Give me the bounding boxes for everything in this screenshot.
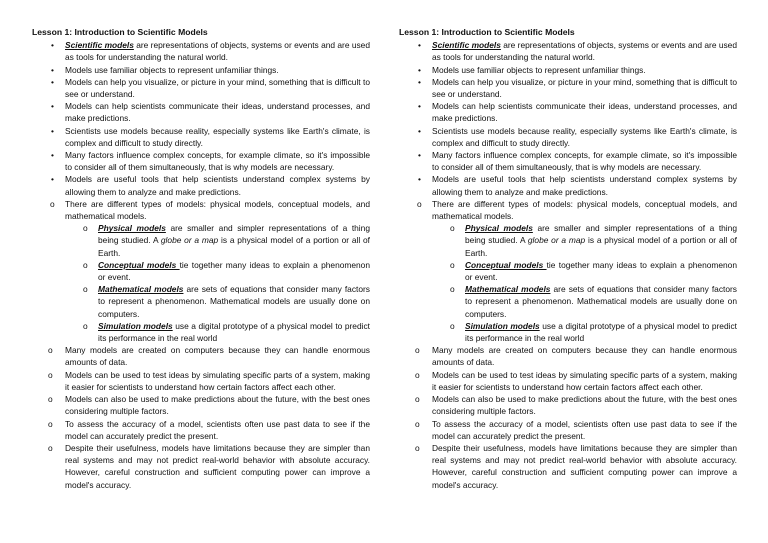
list-item bbox=[399, 64, 737, 76]
list-item bbox=[32, 39, 370, 63]
item-text: are representations of objects, systems or events and are used as tools for understanding the natural world. bbox=[65, 40, 370, 63]
item-text: use a digital prototype of a physical model to predict its performance in the real world bbox=[465, 320, 737, 344]
key-term: Physical models bbox=[465, 223, 533, 234]
list-item bbox=[32, 369, 370, 393]
list-item bbox=[32, 64, 370, 76]
item-text: are sets of equations that consider many factors to represent a phenomenon. Mathematical models are usually done on computers. bbox=[465, 284, 737, 319]
item-text: are representations of objects, systems or events and are used as tools for understanding the natural world. bbox=[432, 40, 737, 63]
key-term: Conceptual models bbox=[465, 259, 547, 270]
item-text: Models can help scientists communicate their ideas, understand processes, and make predictions. bbox=[65, 101, 370, 124]
key-term: Mathematical models bbox=[465, 284, 551, 295]
list-item bbox=[32, 320, 370, 344]
key-term: Mathematical models bbox=[98, 284, 184, 295]
list-item bbox=[32, 344, 370, 368]
item-text: Models can be used to test ideas by simulating specific parts of a system, making it easier for scientists to understand how certain factors affect each other. bbox=[65, 369, 370, 392]
list-item bbox=[399, 442, 737, 491]
item-text: tie together many ideas to explain a phenomenon or event. bbox=[465, 259, 737, 283]
list-item bbox=[399, 39, 737, 63]
item-text: Models can help scientists communicate their ideas, understand processes, and make predictions. bbox=[432, 101, 737, 124]
item-text: tie together many ideas to explain a phenomenon or event. bbox=[98, 259, 370, 283]
item-text: Many factors influence complex concepts, for example climate, so it's impossible to consider all of them simultaneously, that is why models are necessary. bbox=[65, 150, 370, 173]
list-item bbox=[32, 76, 370, 100]
emphasis-text: globe or a map bbox=[527, 235, 586, 246]
item-text: Despite their usefulness, models have limitations because they are simpler than real systems and may not predict real-world behavior with absolute accuracy. However, careful construction and sufficient computing power can improve a model's accuracy. bbox=[65, 442, 370, 490]
item-text: Many models are created on computers because they can handle enormous amounts of data. bbox=[432, 345, 737, 368]
list-item bbox=[32, 418, 370, 442]
item-text: are smaller and simpler representations of a thing being studied. A bbox=[98, 223, 370, 246]
item-text: Many factors influence complex concepts, for example climate, so it's impossible to consider all of them simultaneously, that is why models are necessary. bbox=[432, 150, 737, 173]
list-item bbox=[399, 369, 737, 393]
item-text: There are different types of models: physical models, conceptual models, and mathematical models. bbox=[432, 198, 737, 222]
item-text: Models can also be used to make predictions about the future, with the best ones considering multiple factors. bbox=[65, 394, 370, 417]
item-text: There are different types of models: physical models, conceptual models, and mathematical models. bbox=[65, 198, 370, 222]
notes-list bbox=[32, 39, 370, 491]
lesson-title: Lesson 1: Introduction to Scientific Models bbox=[32, 27, 208, 37]
item-text: To assess the accuracy of a model, scientists often use past data to see if the model can accurately predict the present. bbox=[65, 418, 370, 441]
list-item bbox=[32, 125, 370, 149]
left-column bbox=[32, 26, 370, 491]
item-text: Models can help you visualize, or picture in your mind, something that is difficult to see or understand. bbox=[65, 76, 370, 100]
list-item bbox=[399, 320, 737, 344]
emphasis-text: globe or a map bbox=[160, 235, 219, 246]
item-text: Scientists use models because reality, especially systems like Earth's climate, is complex and difficult to study directly. bbox=[432, 125, 737, 148]
list-item bbox=[32, 283, 370, 320]
key-term: Physical models bbox=[98, 223, 166, 234]
list-item bbox=[399, 393, 737, 417]
key-term: Simulation models bbox=[98, 320, 173, 331]
list-item bbox=[32, 198, 370, 222]
list-item bbox=[32, 442, 370, 491]
item-text: Models are useful tools that help scientists understand complex systems by allowing them to analyze and make predictions. bbox=[65, 174, 370, 197]
list-item bbox=[32, 149, 370, 173]
list-item bbox=[399, 283, 737, 320]
item-text: Despite their usefulness, models have limitations because they are simpler than real systems and may not predict real-world behavior with absolute accuracy. However, careful construction and sufficient computing power can improve a model's accuracy. bbox=[432, 442, 737, 490]
list-item bbox=[399, 259, 737, 283]
item-text: Scientists use models because reality, especially systems like Earth's climate, is complex and difficult to study directly. bbox=[65, 125, 370, 148]
right-column bbox=[399, 26, 737, 491]
item-text: Many models are created on computers because they can handle enormous amounts of data. bbox=[65, 345, 370, 368]
list-item bbox=[399, 100, 737, 124]
item-text: is a physical model of a portion or all of Earth. bbox=[465, 235, 738, 258]
item-text: Models use familiar objects to represent unfamiliar things. bbox=[432, 64, 646, 75]
item-text: are sets of equations that consider many factors to represent a phenomenon. Mathematical models are usually done on computers. bbox=[98, 284, 370, 319]
item-text: To assess the accuracy of a model, scientists often use past data to see if the model can accurately predict the present. bbox=[432, 418, 737, 441]
list-item bbox=[399, 418, 737, 442]
notes-list bbox=[399, 39, 737, 491]
list-item bbox=[399, 173, 737, 197]
lesson-title: Lesson 1: Introduction to Scientific Models bbox=[399, 27, 575, 37]
item-text: Models can also be used to make predictions about the future, with the best ones considering multiple factors. bbox=[432, 394, 737, 417]
item-text: use a digital prototype of a physical model to predict its performance in the real world bbox=[98, 320, 370, 344]
item-text: Models can be used to test ideas by simulating specific parts of a system, making it easier for scientists to understand how certain factors affect each other. bbox=[432, 369, 737, 392]
key-term: Scientific models bbox=[432, 40, 501, 51]
item-text: is a physical model of a portion or all of Earth. bbox=[98, 235, 371, 258]
list-item bbox=[399, 125, 737, 149]
list-item bbox=[32, 100, 370, 124]
list-item bbox=[32, 393, 370, 417]
key-term: Conceptual models bbox=[98, 259, 180, 270]
item-text: Models can help you visualize, or picture in your mind, something that is difficult to see or understand. bbox=[432, 76, 737, 100]
item-text: Models are useful tools that help scientists understand complex systems by allowing them to analyze and make predictions. bbox=[432, 174, 737, 197]
list-item bbox=[399, 149, 737, 173]
list-item bbox=[399, 76, 737, 100]
list-item bbox=[32, 222, 370, 259]
list-item bbox=[32, 259, 370, 283]
key-term: Scientific models bbox=[65, 40, 134, 51]
list-item bbox=[399, 344, 737, 368]
item-text: Models use familiar objects to represent unfamiliar things. bbox=[65, 64, 279, 75]
key-term: Simulation models bbox=[465, 320, 540, 331]
list-item bbox=[32, 173, 370, 197]
list-item bbox=[399, 198, 737, 222]
item-text: are smaller and simpler representations of a thing being studied. A bbox=[465, 223, 737, 246]
list-item bbox=[399, 222, 737, 259]
